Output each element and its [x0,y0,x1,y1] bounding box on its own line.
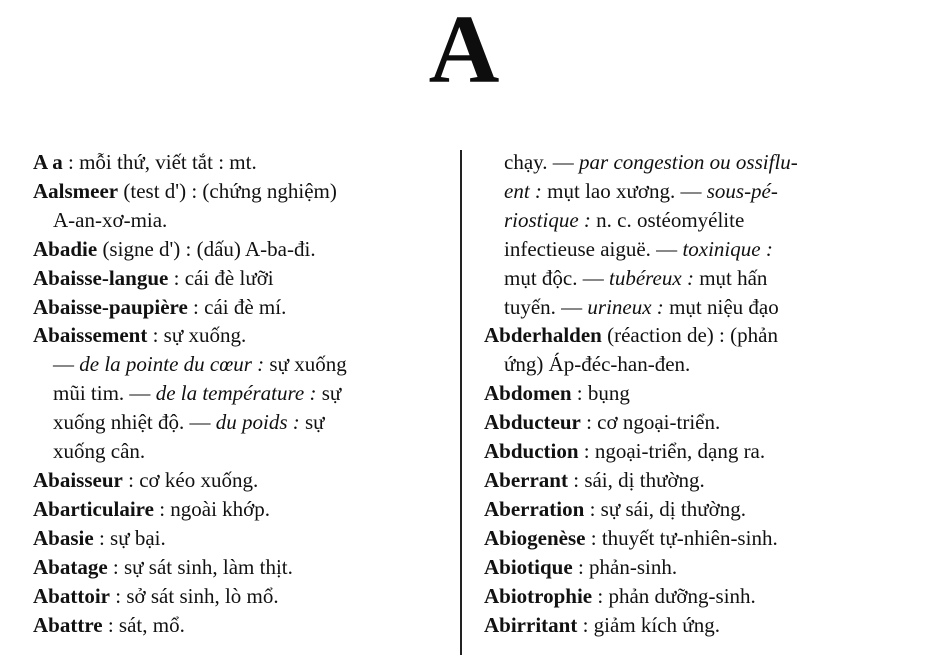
definition-text: : sự sái, dị thường. [584,496,746,521]
headword: Aberration [484,496,585,521]
right-column [484,148,894,639]
dictionary-line [33,379,451,408]
definition-text: A-an-xơ-mia. [53,207,168,232]
definition-text: : ngoài khớp. [153,496,271,521]
headword: Abderhalden [484,323,602,348]
dictionary-line [484,611,894,640]
definition-text: — [53,352,80,377]
italic-subentry: de la pointe du cœur : [79,352,265,377]
dictionary-line [484,495,894,524]
dictionary-line [33,466,451,495]
headword: Abattre [33,612,103,637]
definition-text: : sái, dị thường. [567,467,705,492]
dictionary-line [484,408,894,437]
definition-text: mụt độc. — [504,265,609,290]
definition-text: mụt hấn [693,265,768,290]
section-letter: A [428,0,500,104]
dictionary-line [484,582,894,611]
definition-text: : sự xuống. [147,323,247,348]
definition-text: chạy. — [504,150,580,174]
headword: Aberrant [484,467,568,492]
headword: Abaisse-paupière [33,294,188,319]
definition-text: : sở sát sinh, lò mổ. [110,583,279,608]
italic-subentry: sous-pé- [706,178,778,203]
dictionary-line [484,235,894,264]
definition-text: (test d') : (chứng nghiệm) [118,178,337,203]
italic-subentry: toxinique : [682,236,773,261]
definition-text: ứng) Áp-đéc-han-đen. [504,352,691,377]
definition-text: : sự sát sinh, làm thịt. [107,554,293,579]
italic-subentry: urineux : [587,294,664,319]
headword: Aalsmeer [33,178,119,203]
dictionary-line [33,611,451,640]
definition-text: mũi tim. — [53,381,156,406]
dictionary-line [33,235,451,264]
definition-text: : phản dưỡng-sinh. [592,583,756,608]
headword: Abduction [484,439,579,464]
definition-text: xuống cân. [53,439,146,464]
italic-subentry: par congestion ou ossiflu- [579,150,798,174]
dictionary-line [33,524,451,553]
dictionary-line [484,321,894,350]
definition-text: : sát, mổ. [102,612,185,637]
headword: Abaisse-langue [33,265,169,290]
headword: Abiogenèse [484,525,586,550]
definition-text: n. c. ostéomyélite [590,207,745,232]
dictionary-line [33,293,451,322]
definition-text: : ngoại-triển, dạng ra. [578,439,766,464]
column-divider [460,150,462,655]
dictionary-line [484,177,894,206]
definition-text: : bụng [571,381,630,406]
dictionary-line [484,553,894,582]
italic-subentry: ent : [504,178,542,203]
definition-text: tuyến. — [504,294,588,319]
italic-subentry: tubéreux : [609,265,694,290]
headword: Abiotrophie [484,583,593,608]
dictionary-line [33,437,451,466]
dictionary-line [33,582,451,611]
definition-text: mụt lao xương. — [541,178,707,203]
dictionary-line [33,177,451,206]
dictionary-line [484,379,894,408]
definition-text: : giảm kích ứng. [577,612,720,637]
headword: Abirritant [484,612,578,637]
definition-text: sự [316,381,342,406]
definition-text: : cái đè lưỡi [168,265,274,290]
italic-subentry: de la température : [155,381,317,406]
headword: Abasie [33,525,94,550]
definition-text: : cơ ngoại-triển. [580,410,721,435]
italic-subentry: riostique : [504,207,591,232]
headword: Abadie [33,236,98,261]
definition-text: (réaction de) : (phản [601,323,778,348]
dictionary-line [484,524,894,553]
dictionary-line [33,148,451,177]
headword: Abarticulaire [33,496,154,521]
headword: Abdomen [484,381,572,406]
definition-text: sự [299,410,325,435]
headword: A a [33,150,63,174]
dictionary-line [33,264,451,293]
dictionary-line [33,553,451,582]
headword: Abaisseur [33,467,123,492]
dictionary-line [33,495,451,524]
headword: Abducteur [484,410,581,435]
dictionary-line [484,350,894,379]
dictionary-line [33,350,451,379]
definition-text: (signe d') : (dấu) A-ba-đi. [97,236,316,261]
dictionary-line [33,321,451,350]
italic-subentry: du poids : [215,410,300,435]
dictionary-line [484,293,894,322]
left-column [33,148,451,639]
dictionary-line [33,206,451,235]
dictionary-line [484,437,894,466]
dictionary-line [484,264,894,293]
definition-text: : thuyết tự-nhiên-sinh. [585,525,778,550]
dictionary-line [484,466,894,495]
definition-text: : cái đè mí. [187,294,287,319]
headword: Abiotique [484,554,573,579]
definition-text: sự xuống [264,352,347,377]
dictionary-line [484,148,894,177]
definition-text: : sự bại. [93,525,166,550]
headword: Abaissement [33,323,148,348]
headword: Abattoir [33,583,110,608]
definition-text: xuống nhiệt độ. — [53,410,216,435]
headword: Abatage [33,554,108,579]
dictionary-line [484,206,894,235]
definition-text: infectieuse aiguë. — [504,236,683,261]
dictionary-line [33,408,451,437]
definition-text: mụt niệu đạo [663,294,779,319]
definition-text: : phản-sinh. [572,554,678,579]
definition-text: : cơ kéo xuống. [122,467,259,492]
definition-text: : mỗi thứ, viết tắt : mt. [62,150,257,174]
